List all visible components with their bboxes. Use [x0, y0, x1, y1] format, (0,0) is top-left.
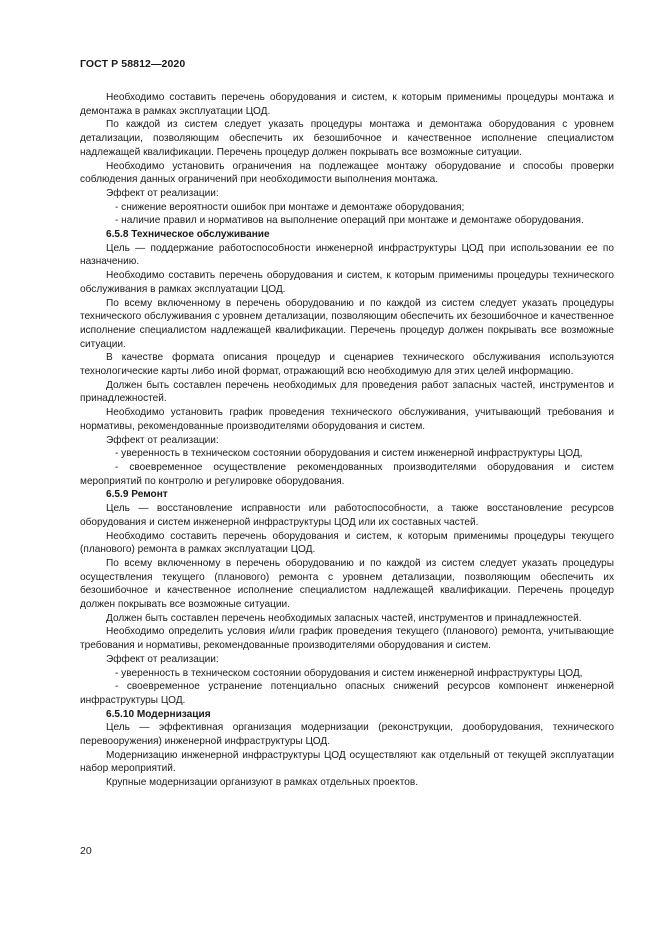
list-item: - снижение вероятности ошибок при монтаже и демонтаже оборудования; — [115, 201, 465, 213]
paragraph: Эффект от реализации: — [106, 653, 219, 665]
section-heading-6-5-9: 6.5.9 Ремонт — [106, 489, 168, 501]
paragraph: Необходимо определить условия и/или график проведения текущего (планового) ремонта, учитывающие требования и нормативы, рекомендованные производителями оборудования и систем. — [80, 626, 614, 652]
paragraph: Необходимо установить ограничения на подлежащее монтажу оборудование и способы проверки соблюдения данных ограничений при необходимости выполнения монтажа. — [80, 160, 614, 186]
paragraph: Цель — восстановление исправности или работоспособности, а также восстановление ресурсов оборудования и систем инженерной инфраструктуры ЦОД или их составных частей. — [80, 503, 614, 528]
document-header: ГОСТ Р 58812—2020 — [80, 58, 186, 70]
paragraph: Эффект от реализации: — [106, 187, 219, 199]
list-item: - своевременное осуществление рекомендованных производителями оборудования и систем мероприятий по контролю и регулировке оборудования. — [80, 461, 614, 487]
section-heading-6-5-10: 6.5.10 Модернизация — [106, 708, 211, 720]
paragraph: По всему включенному в перечень оборудованию и по каждой из систем следует указать процедуры технического обслуживания с уровнем детализации, позволяющим обеспечить их безошибочное и качественное исполнение специалистом надлежащей квалификации. Перечень процедур должен покрывать все возможные ситуации. — [80, 297, 614, 350]
paragraph: Должен быть составлен перечень необходимых для проведения работ запасных частей, инструментов и принадлежностей. — [80, 379, 614, 405]
section-heading-6-5-8: 6.5.8 Техническое обслуживание — [106, 229, 270, 241]
page-number: 20 — [80, 845, 92, 857]
list-item: - уверенность в техническом состоянии оборудования и систем инженерной инфраструктуры ЦОД, — [115, 667, 583, 679]
paragraph: Цель — эффективная организация модернизации (реконструкции, дооборудования, технического перевооружения) инженерной инфраструктуры ЦОД. — [80, 722, 614, 748]
paragraph: Должен быть составлен перечень необходимых запасных частей, инструментов и принадлежностей. — [106, 612, 582, 624]
paragraph: По каждой из систем следует указать процедуры монтажа и демонтажа оборудования с уровнем детализации, позволяющим обеспечить их безошибочное и качественное исполнение специалистом надлежащей квалификации. Перечень процедур должен покрывать все возможные ситуации. — [80, 119, 614, 158]
paragraph: Необходимо установить график проведения технического обслуживания, учитывающий требования и нормативы, рекомендованные производителями оборудования и систем. — [80, 407, 614, 432]
document-body — [80, 91, 614, 790]
paragraph: Модернизацию инженерной инфраструктуры ЦОД осуществляют как отдельный от текущей эксплуатации набор мероприятий. — [80, 749, 614, 775]
list-item: - своевременное устранение потенциально опасных снижений ресурсов компонент инженерной инфраструктуры ЦОД. — [80, 681, 614, 706]
paragraph: Цель — поддержание работоспособности инженерной инфраструктуры ЦОД при использовании ее по назначению. — [80, 242, 614, 268]
paragraph: Необходимо составить перечень оборудования и систем, к которым применимы процедуры технического обслуживания в рамках эксплуатации ЦОД. — [80, 270, 614, 295]
paragraph: В качестве формата описания процедур и сценариев технического обслуживания используются технологические карты либо иной формат, отражающий всю необходимую для этих целей информацию. — [80, 352, 614, 378]
paragraph: По всему включенному в перечень оборудованию и по каждой из систем следует указать процедуры осуществления текущего (планового) ремонта с уровнем детализации, позволяющим обеспечить их безошибочное и качественное исполнение специалистом надлежащей квалификации. Перечень процедур должен покрывать все возможные ситуации. — [80, 557, 614, 611]
list-item: - уверенность в техническом состоянии оборудования и систем инженерной инфраструктуры ЦОД, — [115, 448, 583, 460]
list-item: - наличие правил и нормативов на выполнение операций при монтаже и демонтаже оборудования. — [115, 215, 584, 227]
paragraph: Крупные модернизации организуют в рамках отдельных проектов. — [106, 777, 418, 789]
paragraph: Необходимо составить перечень оборудования и систем, к которым применимы процедуры монтажа и демонтажа в рамках эксплуатации ЦОД. — [80, 92, 614, 117]
paragraph: Необходимо составить перечень оборудования и систем, к которым применимы процедуры текущего (планового) ремонта в рамках эксплуатации ЦОД. — [80, 530, 614, 556]
paragraph: Эффект от реализации: — [106, 434, 219, 446]
